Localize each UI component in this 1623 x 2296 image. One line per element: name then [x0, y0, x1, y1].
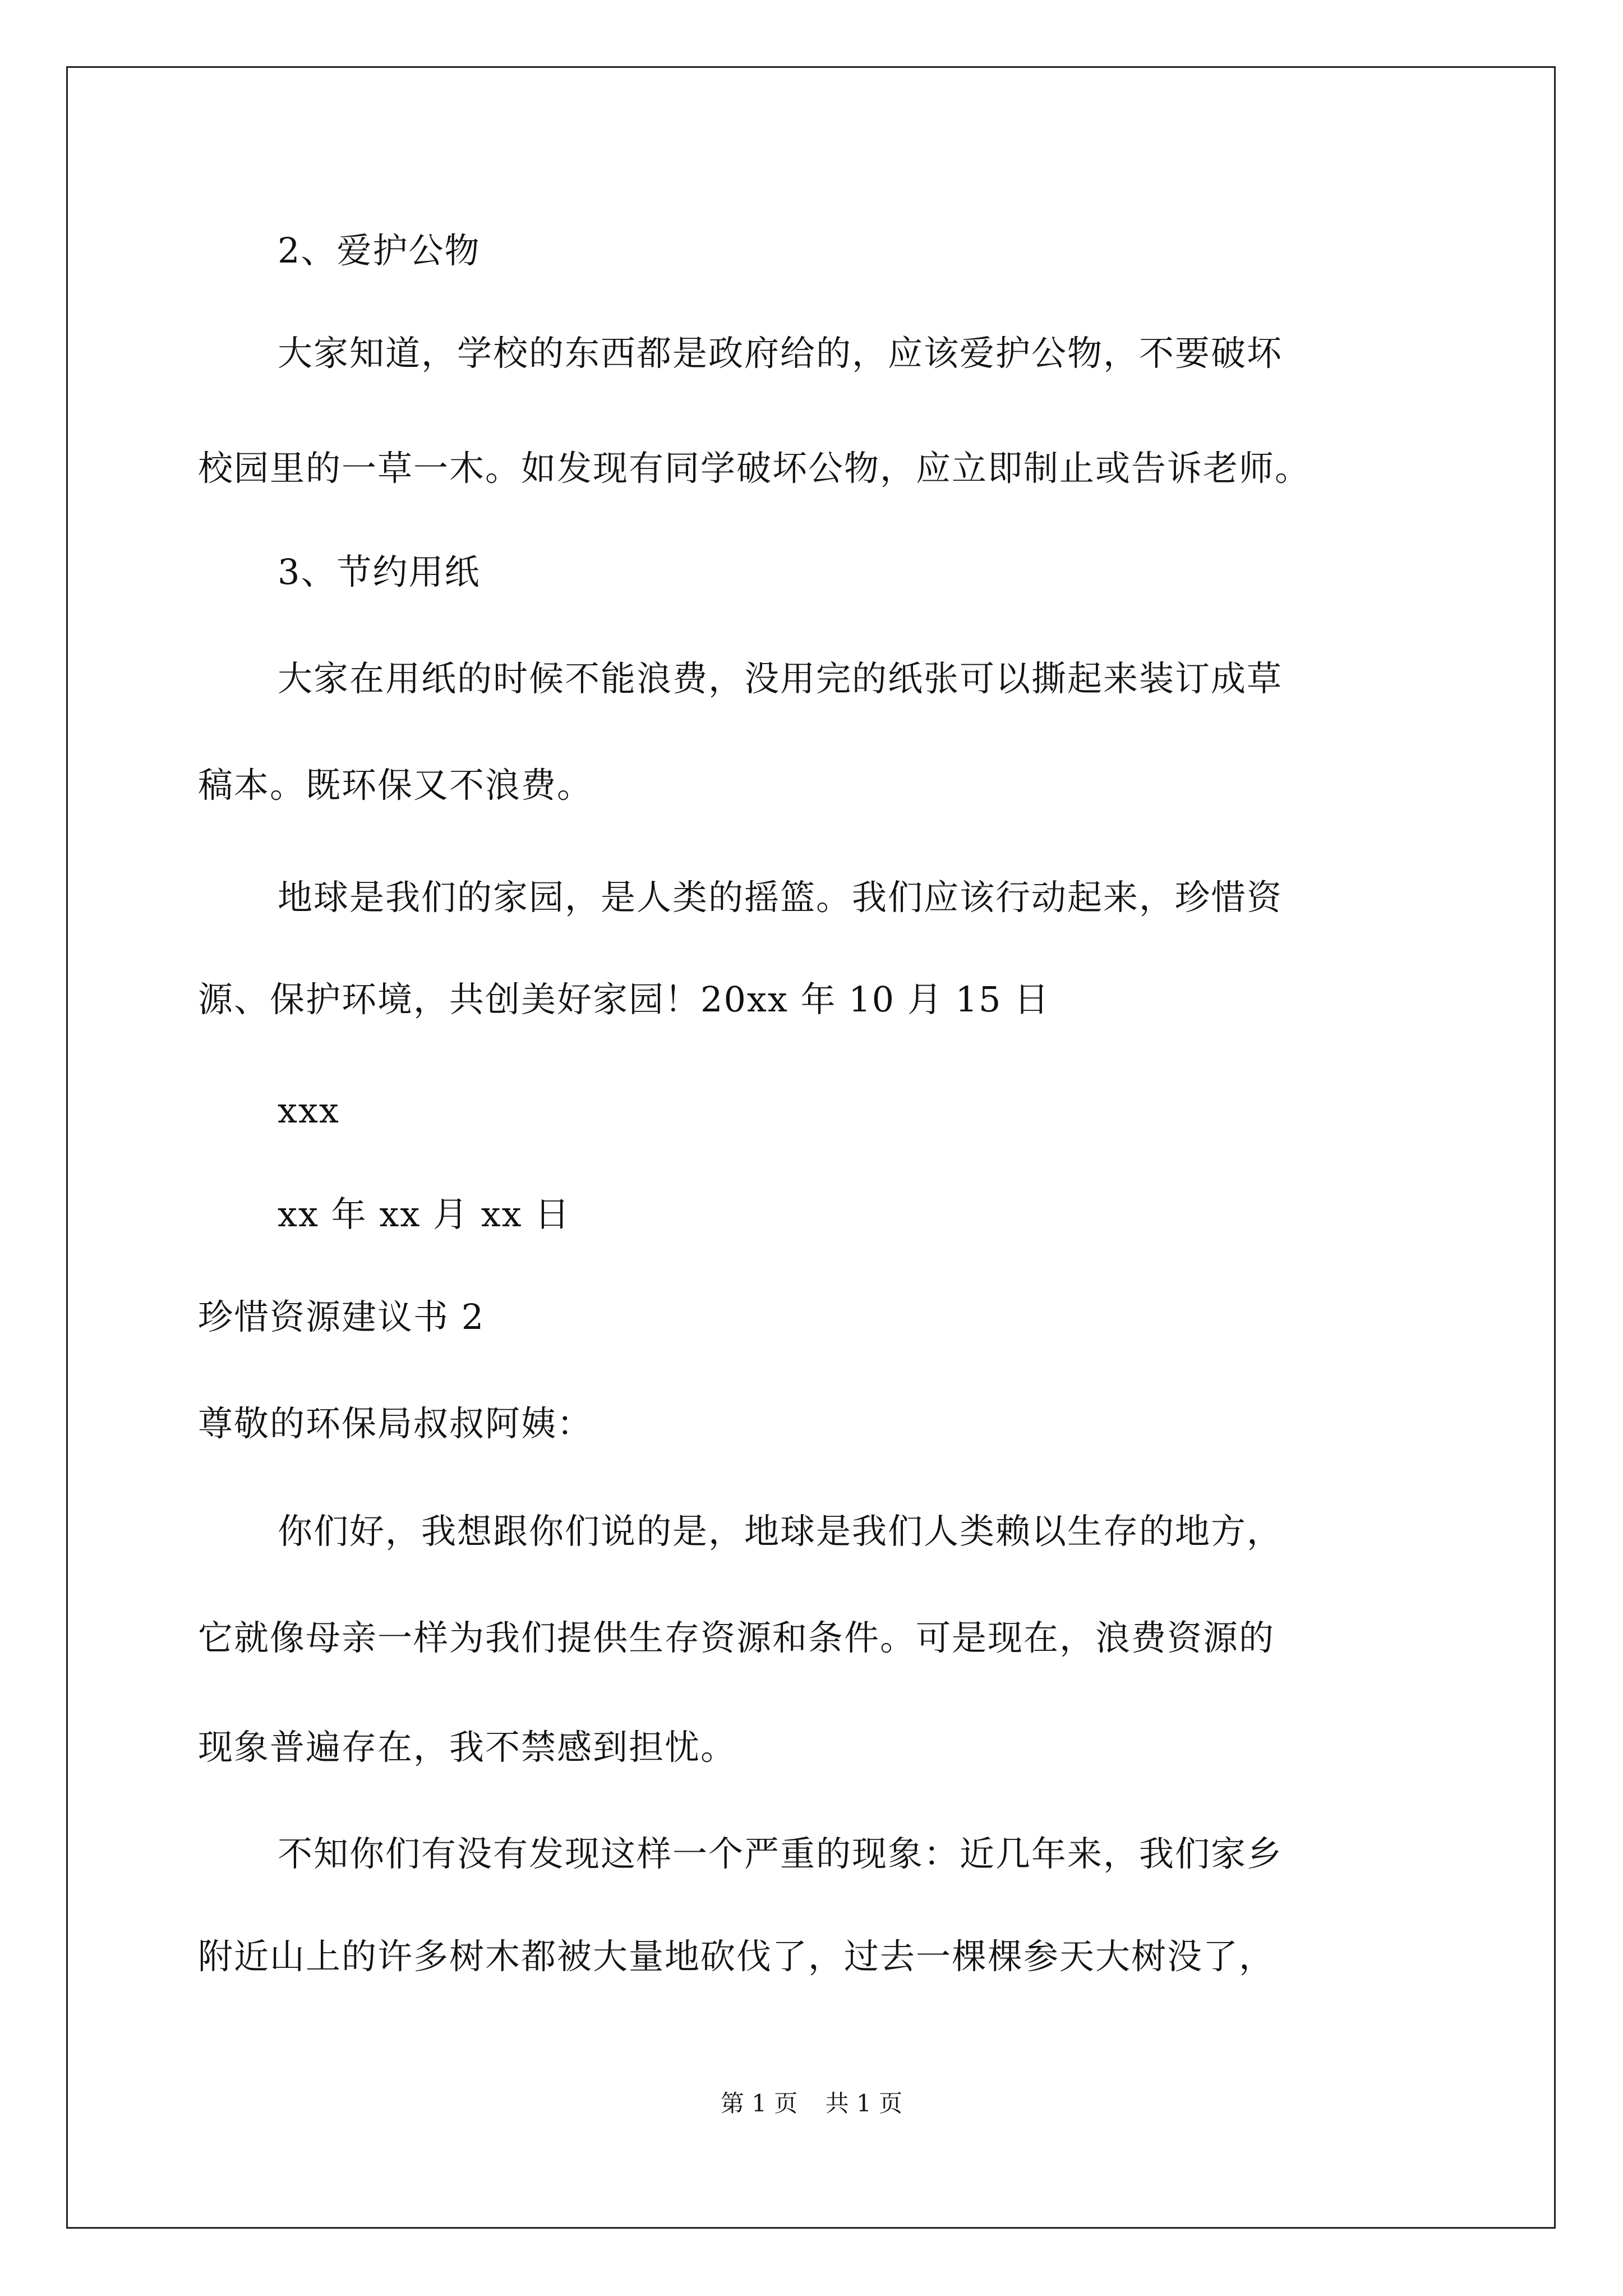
paragraph-line: 现象普遍存在，我不禁感到担忧。: [198, 1727, 737, 1768]
paragraph-line: 大家在用纸的时候不能浪费，没用完的纸张可以撕起来装订成草: [278, 658, 1283, 699]
paragraph-line: 稿本。既环保又不浪费。: [198, 765, 593, 806]
heading-save-paper: 3、节约用纸: [278, 551, 481, 592]
paragraph-line: 它就像母亲一样为我们提供生存资源和条件。可是现在，浪费资源的: [198, 1617, 1275, 1658]
salutation: 尊敬的环保局叔叔阿姨：: [198, 1403, 593, 1444]
paragraph-line: 校园里的一草一木。如发现有同学破坏公物，应立即制止或告诉老师。: [198, 448, 1311, 489]
page-border: [66, 66, 1556, 2229]
page-footer: [0, 2087, 1623, 2120]
page-number-current: 第 1 页: [720, 2090, 798, 2117]
paragraph-line: 地球是我们的家园，是人类的摇篮。我们应该行动起来，珍惜资: [278, 877, 1283, 918]
paragraph-line: 不知你们有没有发现这样一个严重的现象：近几年来，我们家乡: [278, 1833, 1283, 1874]
heading-care-public-property: 2、爱护公物: [278, 230, 481, 271]
paragraph-line: 大家知道，学校的东西都是政府给的，应该爱护公物，不要破坏: [278, 333, 1283, 374]
document-title: 珍惜资源建议书 2: [198, 1296, 485, 1337]
signature-date: xx 年 xx 月 xx 日: [278, 1194, 571, 1235]
signature-name: xxx: [278, 1090, 340, 1131]
paragraph-line: 源、保护环境，共创美好家园！20xx 年 10 月 15 日: [198, 979, 1050, 1020]
paragraph-line: 你们好，我想跟你们说的是，地球是我们人类赖以生存的地方，: [278, 1511, 1283, 1552]
paragraph-line: 附近山上的许多树木都被大量地砍伐了，过去一棵棵参天大树没了，: [198, 1936, 1275, 1977]
page-number-total: 共 1 页: [825, 2090, 903, 2117]
